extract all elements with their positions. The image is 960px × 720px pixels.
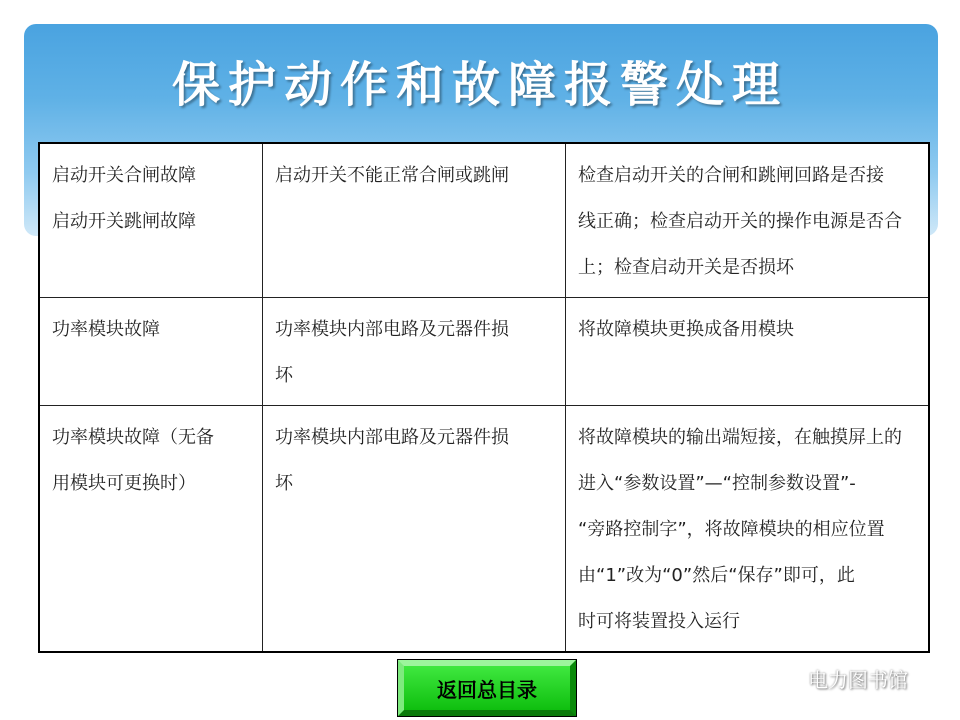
fault-cell bbox=[39, 298, 263, 406]
slide-title: 保护动作和故障报警处理 bbox=[171, 57, 788, 113]
cell-line: 启动开关跳闸故障 bbox=[52, 211, 196, 232]
cell-line: 检查启动开关的合闸和跳闸回路是否接 bbox=[578, 165, 884, 186]
cell-line: 将故障模块更换成备用模块 bbox=[578, 319, 794, 340]
cell-line: 功率模块内部电路及元器件损 bbox=[275, 319, 509, 340]
back-to-contents-button[interactable]: 返回总目录 bbox=[398, 660, 576, 716]
cell-line: “旁路控制字”，将故障模块的相应位置 bbox=[578, 519, 885, 540]
watermark bbox=[766, 660, 908, 696]
action-cell bbox=[566, 298, 930, 406]
chat-bubbles-icon bbox=[766, 663, 800, 693]
cell-line: 将故障模块的输出端短接，在触摸屏上的 bbox=[578, 427, 902, 448]
cell-line: 用模块可更换时） bbox=[52, 473, 196, 494]
cell-line: 时可将装置投入运行 bbox=[578, 611, 740, 632]
cell-line: 坏 bbox=[275, 473, 293, 494]
fault-cell bbox=[39, 406, 263, 653]
cell-line: 启动开关不能正常合闸或跳闸 bbox=[275, 165, 509, 186]
cell-line: 线正确；检查启动开关的操作电源是否合 bbox=[578, 211, 902, 232]
action-cell bbox=[566, 406, 930, 653]
cell-line: 进入“参数设置”—“控制参数设置”- bbox=[578, 473, 856, 494]
cell-line: 由“1”改为“0”然后“保存”即可，此 bbox=[578, 565, 855, 586]
cell-line: 上；检查启动开关是否损坏 bbox=[578, 257, 794, 278]
cause-cell bbox=[263, 406, 566, 653]
cell-line: 功率模块内部电路及元器件损 bbox=[275, 427, 509, 448]
fault-table bbox=[38, 142, 930, 632]
table-row bbox=[39, 298, 929, 406]
cell-line: 启动开关合闸故障 bbox=[52, 165, 196, 186]
fault-cell bbox=[39, 143, 263, 298]
cell-line: 功率模块故障（无备 bbox=[52, 427, 214, 448]
table-row bbox=[39, 406, 929, 653]
cause-cell bbox=[263, 298, 566, 406]
table-row bbox=[39, 143, 929, 298]
cause-cell bbox=[263, 143, 566, 298]
cell-line: 功率模块故障 bbox=[52, 319, 160, 340]
cell-line: 坏 bbox=[275, 365, 293, 386]
action-cell bbox=[566, 143, 930, 298]
watermark-text: 电力图书馆 bbox=[808, 667, 908, 692]
